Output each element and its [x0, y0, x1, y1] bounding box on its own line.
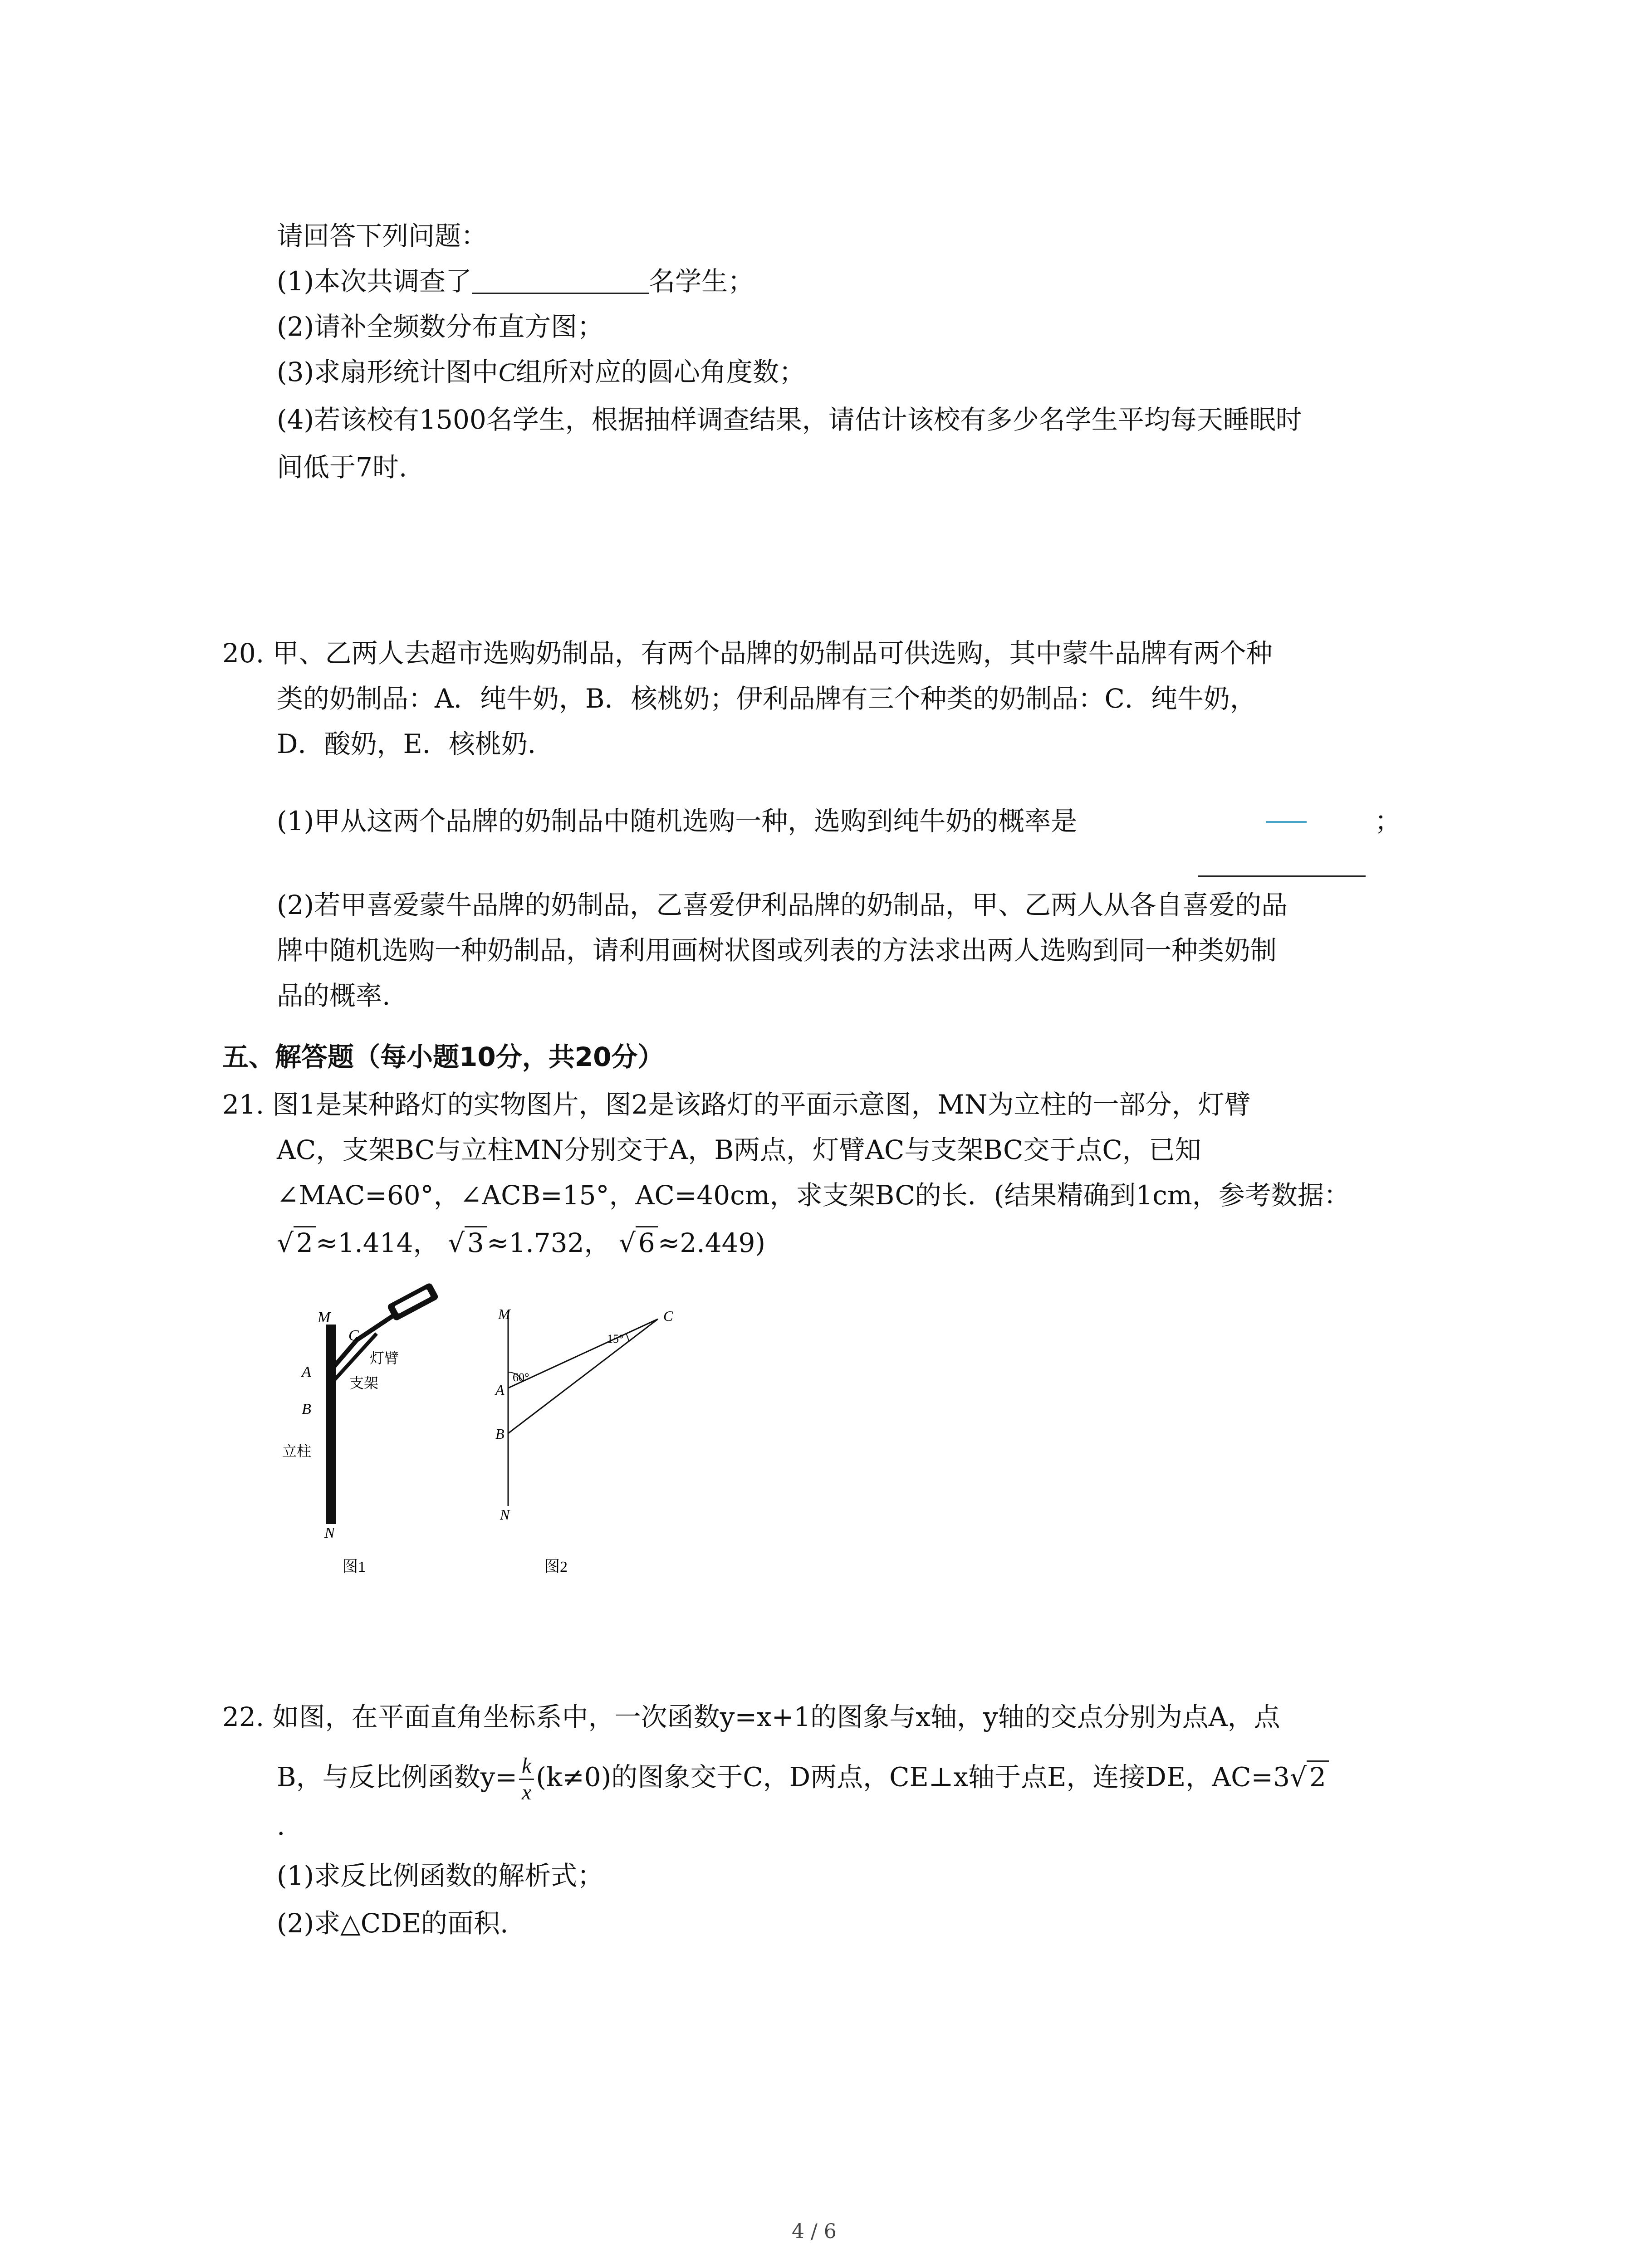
angle-15-label: 15° — [607, 1332, 624, 1345]
figure-1 — [272, 1279, 476, 1574]
q22-part2: (2)求△CDE的面积. — [277, 1908, 509, 1939]
label-N: N — [500, 1506, 510, 1523]
q19-part4-line1: (4)若该校有1500名学生，根据抽样调查结果，请估计该校有多少名学生平均每天睡眠时 — [277, 404, 1302, 435]
label-M: M — [318, 1309, 331, 1326]
q20-part2-line1: (2)若甲喜爱蒙牛品牌的奶制品，乙喜爱伊利品牌的奶制品，甲、乙两人从各自喜爱的品 — [277, 890, 1288, 920]
label-pole: 立柱 — [282, 1443, 312, 1459]
angle-60-label: 60° — [513, 1371, 529, 1384]
label-B: B — [495, 1426, 505, 1442]
sqrt-6: √ 6 — [619, 1225, 658, 1261]
sqrt-2: √ 2 — [277, 1225, 316, 1261]
q21-stem-line1: 21. 图1是某种路灯的实物图片，图2是该路灯的平面示意图，MN为立柱的一部分，灯臂 — [222, 1089, 1251, 1120]
q19-intro: 请回答下列问题： — [277, 220, 488, 251]
label-M: M — [498, 1306, 510, 1322]
q20-part2-line3: 品的概率. — [277, 980, 391, 1011]
fraction-blank-bar — [1266, 821, 1307, 823]
label-A: A — [495, 1382, 505, 1398]
figure-1-caption: 图1 — [343, 1559, 366, 1574]
q19-part1: (1)本次共调查了 名学生； — [277, 266, 754, 297]
q20-part1-end: ； — [1375, 806, 1401, 836]
label-lamp-arm: 灯臂 — [370, 1350, 399, 1366]
q20-stem-line1: 20. 甲、乙两人去超市选购奶制品，有两个品牌的奶制品可供选购，其中蒙牛品牌有两个种 — [222, 638, 1273, 669]
label-C: C — [348, 1327, 359, 1344]
q21-reference-data: √ 2 ≈1.414， √ 3 ≈1.732， √ 6 ≈2.449) — [277, 1225, 765, 1261]
q22-stem-line2: B，与反比例函数y= $\frac{k}{x}$ (k≠0)的图象交于C，D两点，CE⊥x轴于点E，连接DE，AC=3√ 2 — [277, 1753, 1329, 1805]
answer-blank[interactable] — [472, 265, 649, 294]
label-bracket: 支架 — [349, 1375, 379, 1391]
label-C: C — [663, 1308, 673, 1324]
q22-stem-line1: 22. 如图，在平面直角坐标系中，一次函数y=x+1的图象与x轴，y轴的交点分别为点A，点 — [222, 1701, 1280, 1732]
label-B: B — [302, 1401, 311, 1418]
fraction-k-over-x: $\frac{k}{x}$ — [519, 1753, 534, 1805]
q21-stem-line2: AC，支架BC与立柱MN分别交于A，B两点，灯臂AC与支架BC交于点C，已知 — [277, 1134, 1201, 1165]
label-A: A — [302, 1364, 311, 1380]
answer-blank[interactable] — [1198, 875, 1366, 877]
figure-2-caption: 图2 — [544, 1559, 568, 1574]
figure-2 — [495, 1279, 685, 1574]
page-number: 4 / 6 — [792, 2220, 837, 2243]
q21-stem-line3: ∠MAC=60°，∠ACB=15°，AC=40cm，求支架BC的长．(结果精确到1cm，参考数据： — [277, 1180, 1350, 1211]
label-N: N — [324, 1525, 335, 1541]
q20-stem-line3: D．酸奶，E．核桃奶． — [277, 728, 554, 759]
q20-part1: (1)甲从这两个品牌的奶制品中随机选购一种，选购到纯牛奶的概率是 — [277, 806, 1078, 836]
section-title: 五、解答题（每小题10分，共20分） — [222, 1041, 664, 1072]
q19-part2: (2)请补全频数分布直方图； — [277, 311, 604, 342]
q20-part2-line2: 牌中随机选购一种奶制品，请利用画树状图或列表的方法求出两人选购到同一种类奶制 — [277, 935, 1277, 966]
sqrt-3: √ 3 — [448, 1225, 487, 1261]
sqrt-2: √ 2 — [1290, 1759, 1329, 1795]
q22-trailing-dot: . — [277, 1810, 285, 1841]
q22-part1: (1)求反比例函数的解析式； — [277, 1860, 604, 1891]
q19-part3: (3)求扇形统计图中C组所对应的圆心角度数； — [277, 357, 805, 387]
q19-part4-line2: 间低于7时. — [277, 452, 407, 483]
q20-stem-line2: 类的奶制品：A．纯牛奶，B．核桃奶；伊利品牌有三个种类的奶制品：C．纯牛奶， — [277, 683, 1256, 714]
